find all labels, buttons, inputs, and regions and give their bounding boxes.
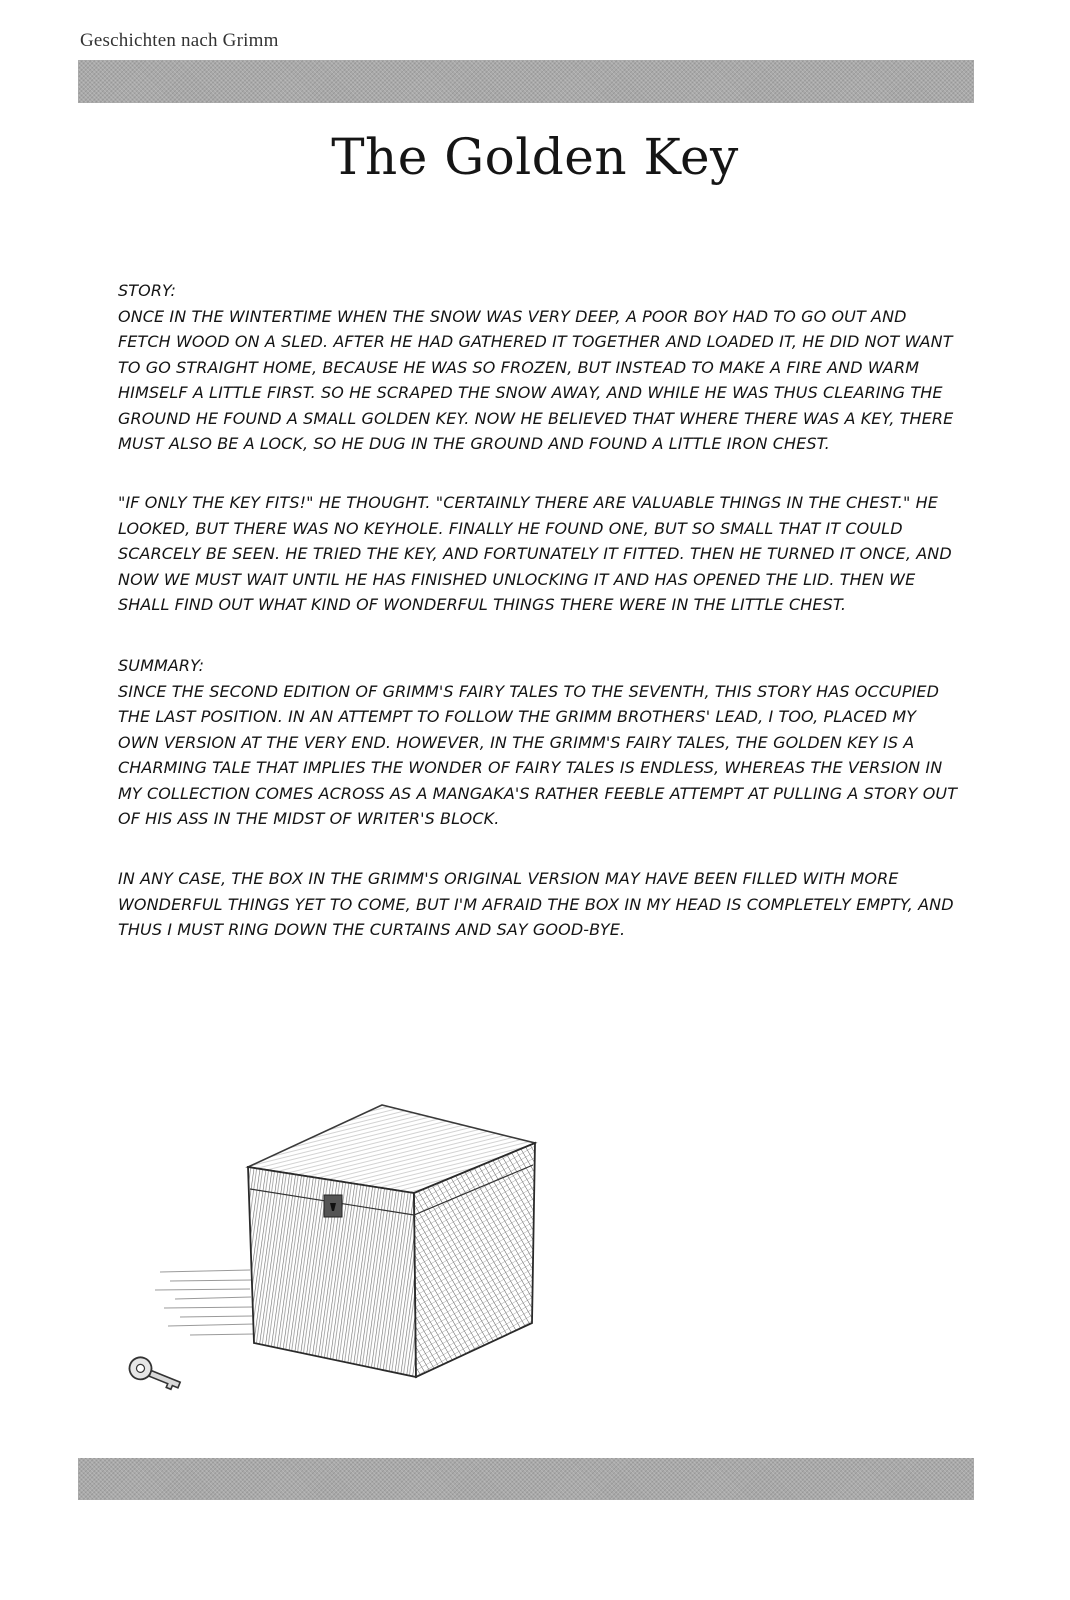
running-head: Geschichten nach Grimm (80, 30, 279, 51)
story-paragraph-1: ONCE IN THE WINTERTIME WHEN THE SNOW WAS VERY DEEP, A POOR BOY HAD TO GO OUT AND FETCH WOOD ON A SLED. AFTER HE HAD GATHERED IT TOGETHER AND LOADED IT, HE DID NOT WANT TO GO STRAIGHT HOME, BECAUSE HE WAS SO FROZEN, BUT INSTEAD TO MAKE A FIRE AND WARM HIMSELF A LITTLE FIRST. SO HE SCRAPED THE SNOW AWAY, AND WHILE HE WAS THUS CLEARING THE GROUND HE FOUND A SMALL GOLDEN KEY. NOW HE BELIEVED THAT WHERE THERE WAS A KEY, THERE MUST ALSO BE A LOCK, SO HE DUG IN THE GROUND AND FOUND A LITTLE IRON CHEST. (118, 306, 954, 453)
summary-paragraph-1: SINCE THE SECOND EDITION OF GRIMM'S FAIRY TALES TO THE SEVENTH, THIS STORY HAS OCCUPIED THE LAST POSITION. IN AN ATTEMPT TO FOLLOW THE GRIMM BROTHERS' LEAD, I TOO, PLACED MY OWN VERSION AT THE VERY END. HOWEVER, IN THE GRIMM'S FAIRY TALES, THE GOLDEN KEY IS A CHARMING TALE THAT IMPLIES THE WONDER OF FAIRY TALES IS ENDLESS, WHEREAS THE VERSION IN MY COLLECTION COMES ACROSS AS A MANGAKA'S RATHER FEEBLE ATTEMPT AT PULLING A STORY OUT OF HIS ASS IN THE MIDST OF WRITER'S BLOCK. (118, 681, 958, 828)
chest-and-key-illustration (120, 1085, 550, 1405)
summary-heading: SUMMARY: (118, 656, 205, 675)
motion-streaks (155, 1270, 254, 1335)
footer-band (78, 1458, 974, 1500)
page-title: The Golden Key (331, 128, 739, 186)
summary-section (118, 653, 958, 832)
header-band (78, 60, 974, 103)
story-heading: STORY: (118, 281, 177, 300)
story-paragraph-2: "IF ONLY THE KEY FITS!" HE THOUGHT. "CERTAINLY THERE ARE VALUABLE THINGS IN THE CHEST." HE LOOKED, BUT THERE WAS NO KEYHOLE. FINALLY HE FOUND ONE, BUT SO SMALL THAT IT COULD SCARCELY BE SEEN. HE TRIED THE KEY, AND FORTUNATELY IT FITTED. THEN HE TURNED IT ONCE, AND NOW WE MUST WAIT UNTIL HE HAS FINISHED UNLOCKING IT AND HAS OPENED THE LID. THEN WE SHALL FIND OUT WHAT KIND OF WONDERFUL THINGS THERE WERE IN THE LITTLE CHEST. (118, 493, 952, 614)
story-section (118, 278, 958, 457)
summary-section-continued (118, 866, 958, 943)
summary-paragraph-2: IN ANY CASE, THE BOX IN THE GRIMM'S ORIGINAL VERSION MAY HAVE BEEN FILLED WITH MORE WONDERFUL THINGS YET TO COME, BUT I'M AFRAID THE BOX IN MY HEAD IS COMPLETELY EMPTY, AND THUS I MUST RING DOWN THE CURTAINS AND SAY GOOD-BYE. (118, 869, 954, 939)
key-icon (126, 1354, 183, 1394)
story-section-continued (118, 490, 958, 618)
chest-drawing (248, 1105, 535, 1377)
